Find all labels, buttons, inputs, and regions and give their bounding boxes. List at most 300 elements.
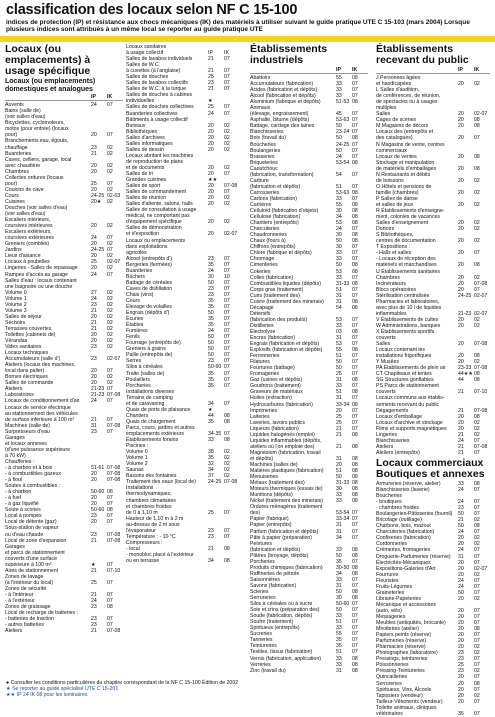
row-ip: 50 [208, 346, 214, 353]
row-ip: 30 [208, 273, 214, 280]
row-ip: 24 [458, 577, 464, 584]
row-ik: 08 [352, 268, 358, 275]
row-ip: 35 [208, 304, 214, 311]
row-ik: 07-08 [107, 471, 121, 478]
row-ik: 07 [224, 189, 230, 196]
row-ip: 20 [458, 535, 464, 542]
row-ik: 07 [474, 620, 480, 627]
row-label: Menuiseries [250, 474, 278, 481]
row-label: Cuivre (traitement des minerais) [250, 298, 324, 305]
row-ip: 53 [336, 341, 342, 348]
row-label: Salles de commande [5, 380, 54, 387]
row-label: Crémeries, fromageries [376, 547, 431, 554]
row-label: Bricolage (outillage) [376, 517, 422, 524]
row-label: Lingeries [376, 431, 398, 438]
row-ip: 20 [458, 626, 464, 633]
row-ip: 24 [458, 583, 464, 590]
row-label: Fourrures [376, 571, 399, 578]
row-ik: 08 [352, 377, 358, 384]
row-ik: 07 [352, 413, 358, 420]
row-ik: 08 [352, 595, 358, 602]
row-ip: 21 [91, 591, 97, 598]
row-label: Garages [5, 434, 25, 441]
row-ik: 07 [474, 529, 480, 536]
row-ip: 44 [208, 412, 214, 419]
row-ik: 07 [474, 559, 480, 566]
row-ik: 07 [224, 316, 230, 323]
row-ik: 07 [352, 558, 358, 565]
row-label: Serrureries [376, 680, 402, 687]
row-ip: 50 [458, 511, 464, 518]
row-ik: 02 [224, 449, 230, 456]
row-ip: 20 [458, 220, 464, 227]
row-ik: 08 [352, 588, 358, 595]
row-label: Locaux communs aux établis- [376, 395, 445, 402]
row-label: Stockage et manipulation [376, 159, 435, 166]
row-ik: 02-03 [107, 192, 121, 199]
row-ik: 07 [224, 533, 230, 540]
row-label: Fleuristes [376, 577, 399, 584]
row-label: Boulangeries-Pâtisseries (fournil) [376, 511, 453, 518]
row-label: Fourrures (battage) [250, 365, 295, 372]
row-label: chauffage [5, 144, 28, 151]
row-label: Locaux techniques [5, 350, 49, 357]
row-ik: 08 [474, 480, 480, 487]
row-ik: 07 [107, 386, 113, 393]
row-ip: 20 [458, 698, 464, 705]
row-ip: 20 [458, 413, 464, 420]
row-label: Soie et crins (préparation des) [250, 607, 320, 614]
row-label: Local de détente (gaz) [5, 519, 57, 526]
row-label: Collectes ordures (locaux [5, 174, 64, 181]
row-label: (à l'intérieur du local) [5, 579, 53, 586]
row-label: coursives extérieures [5, 235, 55, 242]
row-ip: 50-60 [208, 364, 222, 371]
row-ik: 08 [352, 468, 358, 475]
row-ik: 07 [224, 527, 230, 534]
table-row [5, 628, 123, 634]
row-ik: 08 [474, 117, 480, 124]
row-label: - à combustibles gazeux [5, 471, 61, 478]
row-ip: 33-34 [336, 516, 350, 523]
row-label: Locaux sanitaires [126, 44, 167, 50]
row-label: Détersifs [250, 310, 271, 317]
column-etablissements-industriels [250, 44, 368, 678]
row-ik: 07 [352, 607, 358, 614]
row-ip: 50 [458, 523, 464, 530]
row-ik: 07 [224, 110, 230, 117]
row-ip: 20 [458, 620, 464, 627]
row-ip: 20 [458, 595, 464, 602]
row-ip: 25 [208, 74, 214, 81]
row-ip: 21 [91, 325, 97, 332]
row-label: SG Structures gonflables [376, 377, 434, 384]
row-ip: 23-24 [336, 129, 350, 136]
row-label: Fromageries [250, 371, 280, 378]
row-label: ou en terrasse [126, 557, 160, 564]
row-label: Salles de douches [126, 74, 169, 81]
row-label: Bureaux [126, 122, 146, 129]
row-ik: 07 [352, 522, 358, 529]
row-label: Boucheries [250, 141, 276, 148]
row-ik: 08 [352, 201, 358, 208]
row-ip: 35 [208, 316, 214, 323]
row-ip: 20 [208, 183, 214, 190]
row-ik: 02 [224, 195, 230, 202]
row-ip: 20 [208, 134, 214, 141]
row-label: Huiles (extraction) [250, 395, 292, 402]
row-ip: 34 [336, 570, 342, 577]
row-label: L Salles d'audition, [376, 87, 420, 94]
row-label: Installations [126, 485, 154, 492]
row-ip: 20★ [91, 198, 102, 205]
footnote-3: ★★ IP 24 IK 08 pour les luminaires [6, 692, 88, 698]
row-label: Incinérateurs [376, 280, 406, 287]
row-ip: 20 [458, 238, 464, 245]
row-label: à cuvettes (à l'anglaise) [126, 68, 181, 75]
row-ik: 02 [107, 289, 113, 296]
row-ik: 07 [352, 171, 358, 178]
column-locaux-collectifs [126, 44, 240, 678]
row-label: Peintures [250, 540, 272, 547]
row-label: supérieure à 100 m² [5, 561, 52, 568]
row-ik: 07 [352, 244, 358, 251]
row-ik: 07 [352, 81, 358, 88]
row-label: Salles de W.C. à la turque [126, 86, 186, 93]
row-label: Local de zone d'expansion [5, 537, 67, 544]
row-label: X Établissements sportifs [376, 328, 435, 335]
row-label: Chaux (fours à) [250, 238, 286, 245]
footnote-1: ● Consulter les conditions particulières du chapitre correspondant de la NF C 15-100 Édition de 2002 [6, 680, 239, 686]
row-label: Nickel (traitement des minerais) [250, 498, 323, 505]
table-row [376, 450, 490, 456]
row-ik: 08 [224, 557, 230, 564]
row-ip: 24-25 [91, 192, 105, 199]
row-label: Pharmacies (réserve) [376, 644, 426, 651]
row-ik: 02 [107, 313, 113, 320]
row-label: Buanderies collectives [126, 110, 178, 117]
row-label: Salles d'attente, salons, halls [126, 201, 193, 208]
row-ip: 27 [91, 289, 97, 296]
row-ip: 23 [458, 650, 464, 657]
row-ip: 20 [91, 338, 97, 345]
row-ip: 31 [336, 395, 342, 402]
row-ik: 07 [352, 195, 358, 202]
row-ik: 07-10 [107, 567, 121, 574]
row-ip: 51 [336, 468, 342, 475]
row-ip: 31 [336, 292, 342, 299]
row-ik: 07 [352, 576, 358, 583]
row-label: Liquides inflammables (dépôts, [250, 437, 322, 444]
row-ip: 33 [336, 250, 342, 257]
row-ip: 50-60 [91, 507, 105, 514]
row-ik: 02-07 [107, 259, 121, 266]
row-ip: 24 [208, 267, 214, 274]
row-ip: 34-35 [208, 431, 222, 437]
row-ik: 02 [107, 186, 113, 193]
row-ip: 30 [336, 244, 342, 251]
row-label: Fenils [126, 334, 140, 341]
row-label: Matières plastiques (fabrication) [250, 468, 324, 475]
row-ip: 21 [458, 389, 464, 396]
row-ip: 20 [458, 117, 464, 124]
row-label: Chambres [376, 274, 400, 281]
row-ik: 02 [107, 307, 113, 314]
row-ip: 25 [91, 579, 97, 586]
row-ip: 23 [208, 285, 214, 292]
row-ip: 35 [208, 370, 214, 377]
row-ip: 20 [458, 280, 464, 287]
row-label: Battage de céréales [126, 279, 173, 286]
row-ik: 07 [107, 519, 113, 526]
row-label: Salles informatiques [126, 140, 173, 147]
row-ik: 02 [474, 359, 480, 366]
row-ip: 20 [208, 219, 214, 226]
row-ik: 07 [474, 662, 480, 669]
row-ik: 07 [107, 495, 113, 502]
row-ip: 21-23 [458, 310, 472, 317]
row-label: Carrosseries [250, 189, 280, 196]
row-label: Salles de lavabos individuels [126, 56, 193, 63]
row-label: - autres batteries [5, 622, 44, 629]
row-label: Distilleries [250, 322, 274, 329]
row-label: O Hôtels et pensions de [376, 183, 432, 190]
row-ik: 07 [107, 622, 113, 629]
row-label: Cellulose (fabrication) [250, 214, 301, 221]
row-label: Charbons, bois, mazout [376, 523, 431, 530]
row-label: Ordures ménagères (traitement [250, 504, 323, 511]
row-ip: 33 [336, 613, 342, 620]
row-ik: 07 [352, 274, 358, 281]
row-label: Gaz (usines et dépôts) [250, 377, 303, 384]
row-ik: 10 [224, 273, 230, 280]
row-label: Écuries [126, 316, 144, 323]
row-label: Cimenteries [250, 262, 278, 269]
row-ip: 25 [91, 259, 97, 266]
row-ik: 08 [352, 238, 358, 245]
row-label: Aires de stationnement [5, 567, 59, 574]
row-ip: 53-54 [336, 510, 350, 517]
header-ik: IK [474, 67, 480, 73]
row-ip: 30-50 [336, 564, 350, 571]
row-ik: 07 [352, 425, 358, 432]
row-ik: 07 [224, 68, 230, 75]
row-label: Goudrons (traitement) [250, 383, 301, 390]
row-label: Zones de sécurité [5, 585, 47, 592]
row-ip: 20 [208, 164, 214, 171]
row-label: Température : - 10 °C [126, 533, 176, 540]
row-label: Bergeries (fermées) [126, 261, 172, 268]
row-ip: 35 [336, 558, 342, 565]
row-label: d'équipement spécifique [126, 219, 182, 226]
row-label: Confiseries (fabrication) [376, 535, 431, 542]
row-ip: 21 [208, 56, 214, 63]
row-ip: 21 [91, 537, 97, 544]
row-label: une baignoire ou une douche [5, 283, 73, 290]
row-label: Salles [376, 341, 391, 348]
row-ip: 24-25 [458, 292, 472, 299]
row-ip: 31 [336, 298, 342, 305]
row-label: Caoutchouc [250, 165, 278, 172]
row-label: individuelles [126, 98, 155, 105]
row-label: Battage, cardage des laines [250, 123, 315, 130]
row-ip: 51 [336, 183, 342, 190]
row-ip: 50 [336, 552, 342, 559]
row-label: Vides sanitaires [5, 344, 42, 351]
row-label: Lieux d'aisance [5, 253, 41, 260]
row-label: Parfum (fabrication et dépôts) [250, 528, 319, 535]
row-ip: IP [208, 50, 213, 57]
row-label: Salles de tri [126, 170, 154, 177]
row-label: Cokeries [250, 268, 271, 275]
row-ip: 50 [336, 588, 342, 595]
row-ik: 02 [224, 467, 230, 474]
row-label: (auto, vélo) [376, 607, 402, 614]
row-ik: 07 [224, 352, 230, 359]
row-ik: 02 [474, 189, 480, 196]
row-label: Chais (vins) [126, 291, 154, 298]
row-label: - à charbon et à bois [5, 465, 53, 471]
row-ip: 53 [336, 316, 342, 323]
row-ik: 07 [107, 132, 113, 139]
row-label: Animaux [250, 105, 271, 112]
row-label: Carrières [250, 201, 272, 208]
row-label: - monobloc placé à l'extérieur [126, 551, 194, 558]
row-label: Jardins [5, 247, 22, 254]
row-ip: 51 [336, 286, 342, 293]
row-ip: 51 [336, 619, 342, 626]
row-label: pour) [5, 180, 18, 187]
row-label: N Magasins de vente, centres [376, 141, 445, 148]
row-label: Locaux contenant les [376, 347, 426, 354]
row-ik: 07 [107, 247, 113, 254]
row-ik: 07 [224, 346, 230, 353]
row-ik: 07 [352, 637, 358, 644]
row-label: T Expositions : [376, 244, 410, 251]
row-ip: 30 [336, 208, 342, 215]
row-label: Vernis (fabrication, application) [250, 655, 321, 662]
row-ik: 07 [474, 437, 480, 444]
row-label: Locaux de ventes [376, 153, 417, 160]
row-label: Poissonneries [376, 662, 409, 669]
row-label: (fabrication des produits) [250, 316, 308, 323]
row-ip: 20 [458, 274, 464, 281]
row-label: au-dessus de 2 m sous [126, 521, 180, 528]
row-label: Salles de réunion [126, 195, 167, 202]
row-ik: 02 [107, 253, 113, 260]
row-label: J Personnes âgées [376, 75, 421, 81]
row-ip: 33 [208, 437, 214, 444]
row-label: Toilettes (cabinets de) [5, 331, 56, 338]
row-label: Vérandas [5, 338, 28, 345]
row-ip: 20 [458, 559, 464, 566]
row-ik: 08 [474, 413, 480, 420]
row-ik: 07 [352, 395, 358, 402]
row-ip: 23 [208, 358, 214, 365]
row-ik: 07 [474, 638, 480, 645]
row-ip: 20 [208, 231, 214, 238]
row-label: Salles d'eau : locaux contenant [5, 277, 77, 284]
row-ik: 02 [224, 219, 230, 226]
row-ip: 33 [336, 661, 342, 668]
row-ip: 51-53 [336, 99, 350, 106]
row-label: Soude (fabrication, dépôts) [250, 613, 313, 620]
row-ik: 02 [224, 122, 230, 129]
table-body-commerces [376, 481, 490, 717]
row-ik: 07 [224, 291, 230, 298]
row-ip: 50 [208, 279, 214, 286]
row-ik: 02 [107, 198, 113, 205]
row-label: Explosifs (fabrication et dépôts) [250, 347, 323, 354]
row-ik: 07 [224, 267, 230, 274]
row-ip: 31 [336, 667, 342, 674]
row-ip: 50 [208, 310, 214, 317]
row-ik: 07 [224, 285, 230, 292]
row-label: Silos à céréales ou à sucre [250, 601, 313, 608]
row-ik: 08 [352, 661, 358, 668]
row-ik: 07 [224, 370, 230, 377]
row-ip: 20 [91, 471, 97, 478]
row-ik: 07 [352, 353, 358, 360]
row-label: Salles d'archives [126, 134, 165, 141]
row-label: Charcuteries [250, 226, 280, 233]
row-ip: 20 [458, 177, 464, 184]
row-label: Blanchisseries [376, 437, 410, 444]
row-ip: 21 [91, 319, 97, 326]
row-label: Charcuteries (fabrication) [376, 529, 435, 536]
row-label: Chiffons (entrepôts) [250, 244, 296, 251]
row-label: Savons (fabrication) [250, 582, 297, 589]
row-ik: 02 [107, 325, 113, 332]
row-label: Laveries, lavoirs publics [250, 419, 306, 426]
row-ip: 31 [336, 582, 342, 589]
row-ik: 07 [474, 286, 480, 293]
row-label: Cordonneries [376, 541, 408, 548]
row-label: Briqueteries [250, 159, 278, 166]
row-ik: 07 [474, 499, 480, 506]
row-ip: 23 [458, 505, 464, 512]
row-label: Poulaillers [126, 376, 150, 383]
row-label: Chambres [5, 168, 29, 175]
row-label: S Bibliothèques, [376, 232, 414, 239]
row-label: coursives intérieures [5, 223, 53, 230]
row-label: Bibliothèques [126, 128, 158, 135]
row-ik: 07 [224, 431, 230, 437]
row-label: Tailleur-Vêtements (vendeur) [376, 698, 443, 705]
row-label: Volume 2 [126, 461, 148, 468]
row-ik: 08 [352, 498, 358, 505]
row-ik: 02-07 [474, 111, 488, 118]
row-ip: 23 [91, 344, 97, 351]
row-ik: 08 [352, 401, 358, 408]
row-label: Tanneries [250, 637, 273, 644]
row-ip: 20 [91, 368, 97, 375]
row-label: Abattoirs [250, 75, 271, 81]
row-ip: 21 [91, 628, 97, 635]
row-ip: 23 [91, 301, 97, 308]
row-label: Combustibles liquides (dépôts) [250, 280, 321, 287]
row-label: Droguerie-Parfumeries (réserve) [376, 553, 451, 560]
row-ip: 20 [458, 674, 464, 681]
row-ik: 08 [352, 280, 358, 287]
row-ik: 07 [352, 87, 358, 94]
row-label: Graineteries [376, 589, 405, 596]
row-label: Alcool (fabrication et dépôts) [250, 93, 316, 100]
row-ik: 07 [224, 261, 230, 268]
row-ik: 02 [107, 319, 113, 326]
row-label: Carbure [250, 177, 269, 184]
row-label: Salles [376, 111, 391, 118]
